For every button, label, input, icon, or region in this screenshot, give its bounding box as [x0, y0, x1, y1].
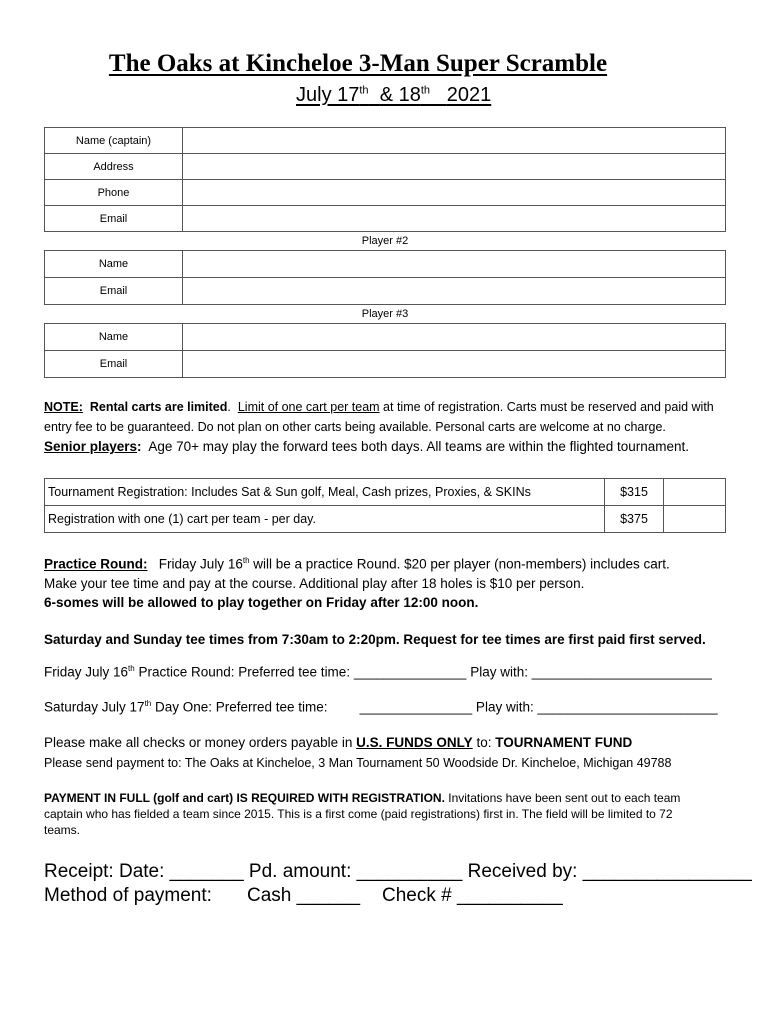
captain-email-label: Email — [45, 206, 183, 232]
fees-table — [44, 478, 726, 533]
player2-email-label: Email — [45, 278, 183, 305]
payment-line-3: teams. — [44, 823, 81, 837]
saturday-tee-time-line[interactable]: Saturday July 17th Day One: Preferred tee time: _______________ Play with: ________________________ — [44, 699, 718, 715]
player3-name-field[interactable] — [183, 324, 726, 351]
senior-players: Senior players: Age 70+ may play the forward tees both days. All teams are within the flighted tournament. — [44, 439, 689, 454]
player3-email-label: Email — [45, 351, 183, 378]
fee-desc: Tournament Registration: Includes Sat & Sun golf, Meal, Cash prizes, Proxies, & SKINs — [45, 479, 605, 506]
captain-email-field[interactable] — [183, 206, 726, 232]
send-payment-address: Please send payment to: The Oaks at Kincheloe, 3 Man Tournament 50 Woodside Dr. Kincheloe, Michigan 49788 — [44, 756, 672, 770]
player3-table — [44, 323, 726, 378]
player3-heading: Player #3 — [361, 308, 409, 320]
fee-desc: Registration with one (1) cart per team - per day. — [45, 506, 605, 533]
fee-checkbox[interactable] — [664, 506, 726, 533]
event-dates: July 17th & 18th 2021 — [296, 84, 492, 106]
practice-line-2: Make your tee time and pay at the course. Additional play after 18 holes is $10 per person. — [44, 576, 585, 591]
captain-table — [44, 127, 726, 232]
payment-line-2: captain who has fielded a team since 2015. This is a first come (paid registrations) first in. The field will be limited to 72 — [44, 807, 673, 821]
payment-method-check: Check # __________ — [382, 885, 563, 906]
player2-heading: Player #2 — [361, 235, 409, 247]
fee-row — [45, 506, 726, 533]
player2-name-field[interactable] — [183, 251, 726, 278]
practice-line-3: 6-somes will be allowed to play together on Friday after 12:00 noon. — [44, 595, 479, 610]
captain-name-label: Name (captain) — [45, 128, 183, 154]
player3-email-field[interactable] — [183, 351, 726, 378]
fee-checkbox[interactable] — [664, 479, 726, 506]
checks-payable: Please make all checks or money orders payable in U.S. FUNDS ONLY to: TOURNAMENT FUND — [44, 735, 633, 750]
note-line-2: entry fee to be guaranteed. Do not plan on other carts being available. Personal carts are welcome at no charge. — [44, 420, 666, 434]
tee-times-notice: Saturday and Sunday tee times from 7:30am to 2:20pm. Request for tee times are first paid first served. — [44, 632, 706, 647]
captain-phone-label: Phone — [45, 180, 183, 206]
fee-price: $375 — [605, 506, 664, 533]
fee-price: $315 — [605, 479, 664, 506]
player2-email-field[interactable] — [183, 278, 726, 305]
note-line-1: NOTE: Rental carts are limited. Limit of one cart per team at time of registration. Carts must be reserved and paid with — [44, 400, 714, 414]
captain-address-field[interactable] — [183, 154, 726, 180]
player3-name-label: Name — [45, 324, 183, 351]
player2-table — [44, 250, 726, 305]
captain-address-label: Address — [45, 154, 183, 180]
payment-method-label: Method of payment: — [44, 885, 212, 906]
player2-name-label: Name — [45, 251, 183, 278]
payment-line-1: PAYMENT IN FULL (golf and cart) IS REQUIRED WITH REGISTRATION. Invitations have been sent out to each team — [44, 791, 681, 805]
form-title: The Oaks at Kincheloe 3-Man Super Scramble — [108, 50, 608, 77]
payment-method-cash: Cash ______ — [247, 885, 361, 906]
receipt-line: Receipt: Date: _______ Pd. amount: __________ Received by: ________________ — [44, 861, 752, 882]
practice-line-1: Practice Round: Friday July 16th will be a practice Round. $20 per player (non-members) includes cart. — [44, 556, 670, 572]
friday-tee-time-line[interactable]: Friday July 16th Practice Round: Preferred tee time: _______________ Play with: ________________________ — [44, 664, 712, 680]
captain-name-field[interactable] — [183, 128, 726, 154]
fee-row — [45, 479, 726, 506]
captain-phone-field[interactable] — [183, 180, 726, 206]
